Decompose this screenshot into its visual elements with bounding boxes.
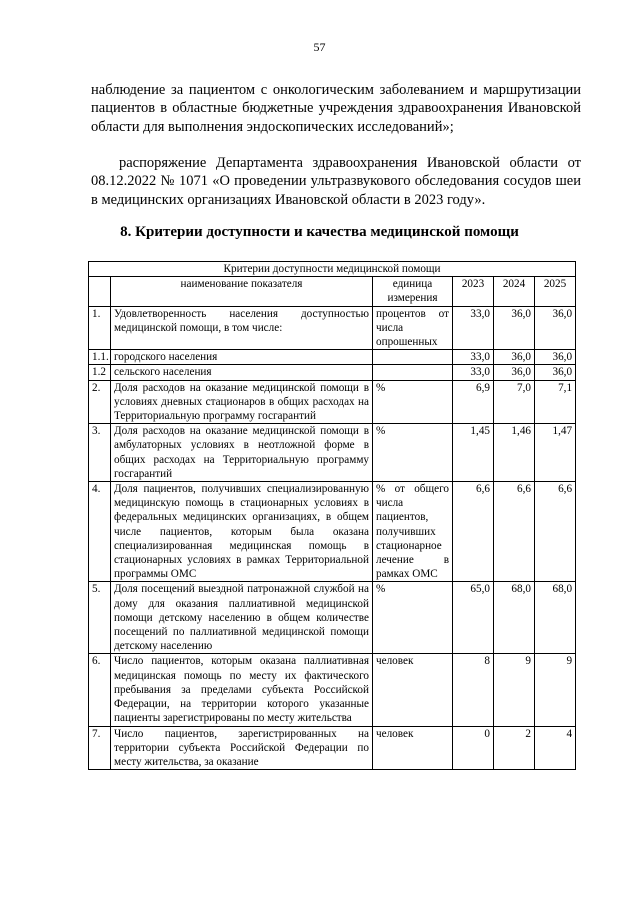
row-unit: процентов от числа опрошенных <box>373 306 453 350</box>
row-value-2024: 36,0 <box>494 365 535 380</box>
row-number: 1.1. <box>89 350 111 365</box>
table-row <box>89 482 576 582</box>
row-unit: человек <box>373 654 453 726</box>
row-number: 5. <box>89 582 111 654</box>
table-row <box>89 726 576 770</box>
row-value-2025: 36,0 <box>535 350 576 365</box>
row-value-2023: 33,0 <box>453 350 494 365</box>
row-indicator-name: Число пациентов, которым оказана паллиативная медицинская помощь по месту их фактического пребывания за пределами субъекта Российской Федерации, на территории которого указанные пациенты зарегистрированы по месту жительства <box>111 654 373 726</box>
row-value-2023: 0 <box>453 726 494 770</box>
row-indicator-name: Удовлетворенность населения доступностью медицинской помощи, в том числе: <box>111 306 373 350</box>
row-value-2025: 1,47 <box>535 424 576 482</box>
row-value-2023: 65,0 <box>453 582 494 654</box>
table-row <box>89 365 576 380</box>
row-number: 3. <box>89 424 111 482</box>
table-row <box>89 424 576 482</box>
row-indicator-name: сельского населения <box>111 365 373 380</box>
criteria-table <box>88 261 576 770</box>
row-indicator-name: Доля расходов на оказание медицинской помощи в условиях дневных стационаров в общих расходах на Территориальную программу госгарантий <box>111 380 373 424</box>
table-caption: Критерии доступности медицинской помощи <box>89 262 576 277</box>
row-unit: % <box>373 582 453 654</box>
row-indicator-name: Доля расходов на оказание медицинской помощи в амбулаторных условиях в неотложной форме в общих расходах на Территориальную программу госгарантий <box>111 424 373 482</box>
header-year-2025: 2025 <box>535 277 576 306</box>
table-row <box>89 654 576 726</box>
header-unit: единица измерения <box>373 277 453 306</box>
page-number: 57 <box>313 40 326 54</box>
paragraph-2: распоряжение Департамента здравоохранения Ивановской области от 08.12.2022 № 1071 «О проведении ультразвукового обследования сосудов шеи в медицинских организациях Ивановской области в 2023 году». <box>91 154 581 208</box>
header-year-2024: 2024 <box>494 277 535 306</box>
row-unit <box>373 350 453 365</box>
row-value-2024: 2 <box>494 726 535 770</box>
row-value-2024: 68,0 <box>494 582 535 654</box>
table-row <box>89 306 576 350</box>
row-value-2025: 36,0 <box>535 365 576 380</box>
row-value-2025: 68,0 <box>535 582 576 654</box>
row-unit: % от общего числа пациентов, получивших стационарное лечение в рамках ОМС <box>373 482 453 582</box>
row-unit: % <box>373 380 453 424</box>
table-row <box>89 582 576 654</box>
row-value-2025: 4 <box>535 726 576 770</box>
row-value-2024: 7,0 <box>494 380 535 424</box>
row-indicator-name: Доля пациентов, получивших специализированную медицинскую помощь в стационарных условиях в федеральных медицинских организациях, в общем числе пациентов, которым была оказана специализированная медицинская помощь в стационарных условиях в рамках Территориальной программы ОМС <box>111 482 373 582</box>
row-value-2025: 7,1 <box>535 380 576 424</box>
row-value-2023: 1,45 <box>453 424 494 482</box>
row-number: 6. <box>89 654 111 726</box>
table-row <box>89 380 576 424</box>
row-value-2025: 36,0 <box>535 306 576 350</box>
table-body <box>89 306 576 770</box>
header-year-2023: 2023 <box>453 277 494 306</box>
row-value-2023: 8 <box>453 654 494 726</box>
row-indicator-name: Доля посещений выездной патронажной службой на дому для оказания паллиативной медицинской помощи детскому населению в общем количестве посещений по паллиативной медицинской помощи детскому населению <box>111 582 373 654</box>
row-value-2024: 36,0 <box>494 306 535 350</box>
row-unit: % <box>373 424 453 482</box>
row-indicator-name: Число пациентов, зарегистрированных на территории субъекта Российской Федерации по месту жительства, за оказание <box>111 726 373 770</box>
row-number: 1.2 <box>89 365 111 380</box>
row-value-2024: 9 <box>494 654 535 726</box>
row-value-2023: 6,9 <box>453 380 494 424</box>
row-unit: человек <box>373 726 453 770</box>
row-number: 4. <box>89 482 111 582</box>
row-value-2023: 33,0 <box>453 306 494 350</box>
table-header-row <box>89 277 576 306</box>
row-number: 2. <box>89 380 111 424</box>
row-value-2024: 6,6 <box>494 482 535 582</box>
paragraph-1: наблюдение за пациентом с онкологическим заболеванием и маршрутизации пациентов в областные бюджетные учреждения здравоохранения Ивановской области для выполнения эндоскопических исследований»; <box>91 81 581 135</box>
table-caption-row <box>89 262 576 277</box>
row-value-2025: 9 <box>535 654 576 726</box>
row-number: 1. <box>89 306 111 350</box>
row-number: 7. <box>89 726 111 770</box>
row-unit <box>373 365 453 380</box>
row-value-2023: 6,6 <box>453 482 494 582</box>
row-indicator-name: городского населения <box>111 350 373 365</box>
table-row <box>89 350 576 365</box>
row-value-2025: 6,6 <box>535 482 576 582</box>
section-title: 8. Критерии доступности и качества медицинской помощи <box>120 224 519 240</box>
row-value-2024: 1,46 <box>494 424 535 482</box>
row-value-2023: 33,0 <box>453 365 494 380</box>
row-value-2024: 36,0 <box>494 350 535 365</box>
header-name: наименование показателя <box>111 277 373 306</box>
header-num <box>89 277 111 306</box>
